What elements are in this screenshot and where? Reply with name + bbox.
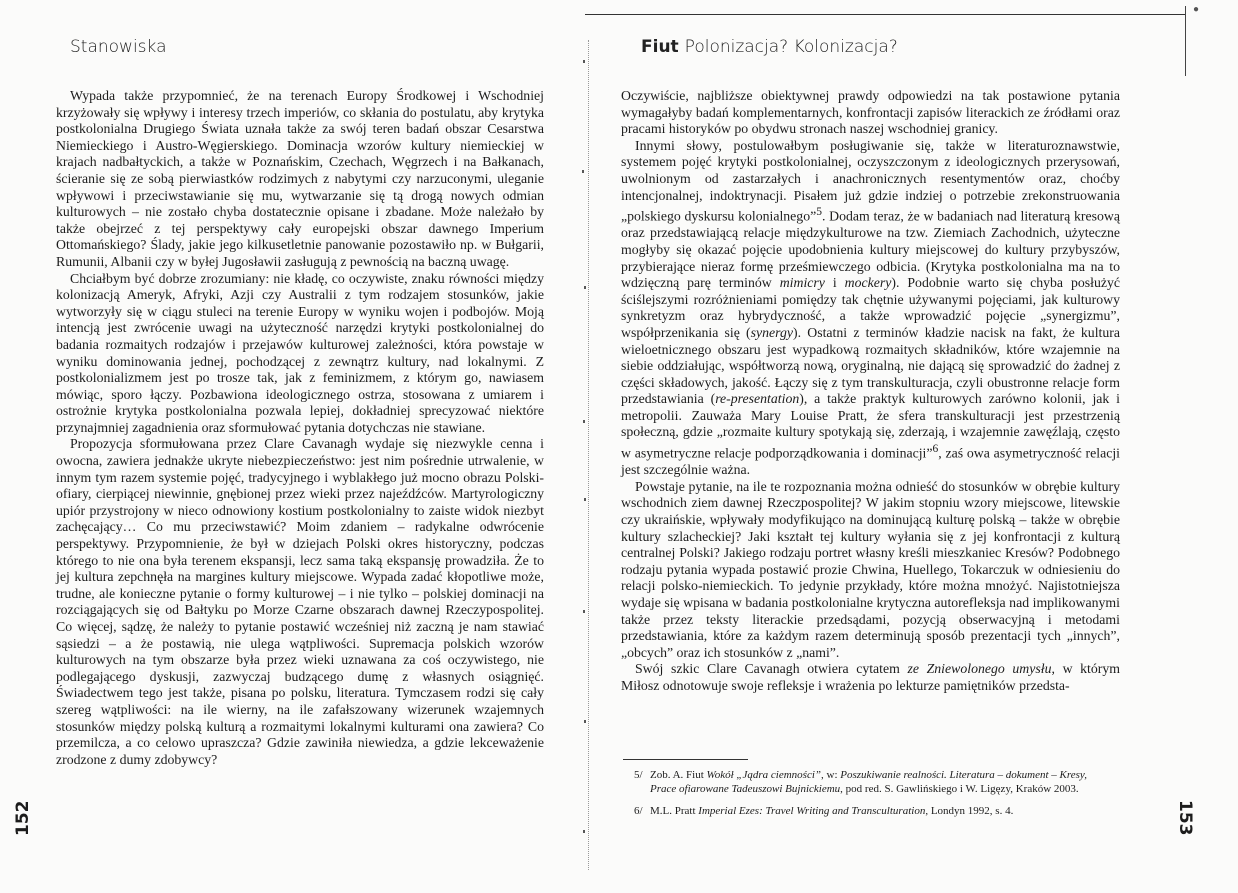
running-head-title: Polonizacja? Kolonizacja? — [684, 37, 898, 57]
running-head-author: Fiut — [641, 37, 679, 57]
running-head-right — [641, 37, 898, 57]
page-number-left: 152 — [13, 800, 33, 836]
paragraph: Powstaje pytanie, na ile te rozpoznania można odnieść do stosunków w obrębie kultury wschodnich ziem dawnej Rzeczpospolitej? W jakim stopniu wzory miejscowe, litewskie czy ukraińskie, wpływały modyfikująco na dominującą kulturę polską – także w obrębie kultury szlacheckiej? Jaki kształt tej kultury wyłania się z jej konfrontacji z kulturą centralnej Polski? Jakiego rodzaju portret własny kreśli mieszkaniec Kresów? Podobnego rodzaju pytania wypada postawić prozie Chwina, Huellego, Tokarczuk w odniesieniu do relacji polsko-niemieckich. To jedynie przykłady, które można mnożyć. Najistotniejsza wydaje się wpisana w badania postkolonialne krytyczna autorefleksja nad implikowanymi także przez teksty literackie przedsądami, pozycją obserwacyjną i metodami przedstawiania, które za każdym razem determinują sposób prezentacji tych „innych”, „obcych” oraz ich stosunków z „nami”. — [621, 478, 1120, 660]
scan-speck — [583, 420, 585, 423]
scan-speck — [583, 610, 585, 613]
text-run: M.L. Pratt — [650, 805, 699, 817]
text-run: , w: — [821, 769, 841, 781]
text-run: ), a także praktyk kulturowych zarówno kolonii, jak i metropolii. Zauważa Mary Louise Pratt, że sfera transkulturacji jest przestrzenią społeczną, gdzie „rozmaite kultury spotykają się, zderzają, i wzajemnie zawęźlają, często w asymetryczne relacje podporządkowania i dominacji” — [621, 391, 1120, 461]
paragraph: Chciałbym być dobrze zrozumiany: nie kładę, co oczywiste, znaku równości między kolonizacją Ameryk, Afryki, Azji czy Australii z tym rodzajem stosunków, jakie wytworzyły się w ciągu stuleci na terenie Europy w wyniku wojen i podbojów. Moją intencją jest zwrócenie uwagi na użyteczność narzędzi krytyki postkolonialnej do badania rozmaitych rodzajów i przejawów kulturowej zależności, która powstaje w wyniku dominowania jednej, pochodzącej z zewnątrz kultury, nad lokalnymi. Z postkolonializmem jest po trosze tak, jak z feminizmem, z którym go, nawiasem mówiąc, sporo łączy. Pozbawiona ideologicznego ostrza, stosowana z umiarem i ostrożnie krytyka postkolonialna pozwala lepiej, dokładniej sprecyzować niektóre przynajmniej zagadnienia oraz sformułować pytania dotychczas nie stawiane. — [56, 270, 544, 435]
scan-speck — [584, 498, 586, 501]
italic-term: mockery — [844, 275, 892, 291]
italic-term: mimicry — [779, 275, 825, 291]
page-number-right: 153 — [1175, 800, 1195, 836]
text-run: , Londyn 1992, s. 4. — [925, 805, 1014, 817]
footnote — [634, 804, 1114, 818]
scan-speck — [583, 60, 585, 63]
footnote-marker: 6/ — [634, 805, 643, 817]
italic-title: Wokół „Jądra ciemności” — [706, 769, 822, 781]
text-run: i — [824, 275, 845, 291]
italic-term: synergy — [750, 324, 794, 340]
text-run: Innymi słowy, postulowałbym posługiwanie się, także w literaturoznawstwie, systemem pojęć krytyki postkolonialnej, oczyszczonym z ideologicznych przerysowań, uwolnionym od zastarzałych i anachronicznych resentymentów oraz, choćby intencjonalnej, indoktrynacji. Pisałem już gdzie indziej o potrzebie zrekonstruowania „polskiego dyskursu kolonialnego” — [621, 137, 1120, 224]
running-head-left: Stanowiska — [70, 37, 167, 57]
footnotes — [634, 768, 1114, 826]
text-run: ). Ostatni z terminów kładzie nacisk na fakt, że kultura wieloetnicznego obszaru jest wypadkową rozmaitych składników, które wzajemnie na siebie oddziałując, współtworzą nową, oryginalną, nie dającą się sprowadzić do żadnej z części składowych, jakość. Łączy się z tym transkulturacja, czyli obustronne relacje form przedstawiania ( — [621, 324, 1120, 407]
footnote-rule — [623, 759, 748, 760]
footnote-marker: 5/ — [634, 769, 643, 781]
paragraph — [621, 138, 1120, 479]
text-run: . Dodam teraz, że w badaniach nad literaturą kresową oraz przedstawiającą relacje międzykulturowe na tzw. Ziemiach Zachodnich, użyteczne mogłyby się okazać pojęcie upodobnienia kultury miejscowej do kultury przybyszów, przybierające nieraz formę prześmiewczego odbicia. (Krytyka postkolonialna ma na to wdzięczną parę terminów — [621, 208, 1120, 291]
paragraph: Oczywiście, najbliższe obiektywnej prawdy odpowiedzi na tak postawione pytania wymagałyby badań komplementarnych, konfrontacji zapisów literackich ze źródłami oraz pracami historyków po obydwu stronach naszej wschodniej granicy. — [621, 88, 1120, 137]
italic-term: re-presentation — [715, 391, 800, 407]
paragraph — [621, 661, 1120, 694]
italic-title: ze Zniewolonego umysłu — [907, 661, 1052, 677]
text-run: Swój szkic Clare Cavanagh otwiera cytatem — [635, 661, 908, 677]
text-run: , pod red. S. Gawlińskiego i W. Ligęzy, Kraków 2003. — [840, 783, 1079, 795]
footnote-text — [650, 805, 1013, 817]
paragraph: Propozycja sformułowana przez Clare Cavanagh wydaje się niezwykle cenna i owocna, zawiera jednakże ukryte niebezpieczeństwo: jest nim pośrednie utrwalenie, w innym tym razem systemie pojęć, tradycyjnego i wyblakłego już mocno obrazu Polski-ofiary, cierpiącej niewinnie, gnębionej przez wieki przez najeźdźców. Martyrologiczny upiór przystrojony w nieco odnowiony kostium postkolonialny to zaiste widok niezbyt zachęcający… Co mu przeciwstawić? Moim zdaniem – radykalne odwrócenie perspektywy. Przypomnienie, że był w dziejach Polski okres historyczny, podczas którego to nie ona była terenem ekspansji, lecz sama taką ekspansję prowadziła. Że to jej kultura zepchnęła na margines kultury miejscowe. Wypada zadać kłopotliwe może, trudne, ale konieczne pytanie o formy kulturowej – i nie tylko – polskiej dominacji na rozciągających się od Bałtyku po Morze Czarne obszarach dawnej Rzeczypospolitej. Co więcej, sądzę, że należy to pytanie postawić wcześniej niż zaczną je nam stawiać sąsiedzi – a że postawią, nie ulega wątpliwości. Supremacja polskich wzorów kulturowych na tym obszarze była przez wieki uznawana za coś oczywistego, nie podlegającego dyskusji, zazwyczaj budzącego dumę z własnych osiągnięć. Świadectwem tego jest także, pisana po polsku, literatura. Tymczasem rodzi się cały szereg wątpliwości: na ile wierny, na ile zafałszowany wizerunek wzajemnych stosunków między polską kulturą a rozmaitymi lokalnymi kulturami ona zawiera? Co przemilcza, a co celowo upraszcza? Gdzie zawiniła niewiedza, a gdzie lekceważenie zrodzone z dumy zdobywcy? — [56, 436, 544, 767]
footnote-ref: 5 — [816, 206, 822, 219]
right-page — [590, 0, 1238, 893]
scan-speck — [584, 720, 586, 723]
scan-speck — [582, 170, 584, 173]
text-run: Zob. A. Fiut — [650, 769, 707, 781]
text-run: ). Podobnie warto się chyba posłużyć ściślejszymi rozróżnieniami pomiędzy tak chętnie używanymi pojęciami, jak kulturowy synkretyzm oraz hybrydyczność, a także wprowadzić pojęcie „synergizmu”, współprzenikania się ( — [621, 275, 1121, 340]
scan-speck — [584, 286, 586, 289]
right-body-text — [621, 88, 1120, 695]
corner-mark: ● — [1193, 4, 1200, 15]
footnote — [634, 768, 1114, 796]
paragraph: Wypada także przypomnieć, że na terenach Europy Środkowej i Wschodniej krzyżowały się wpływy i interesy trzech imperiów, co skłania do postulatu, aby krytyka postkolonialna Drugiego Świata uznała także za swój teren badań obszar Cesarstwa Niemieckiego i Austro-Węgierskiego. Dominacja wzorów kultury niemieckiej w krajach nadbałtyckich, a także w Poznańskim, Czechach, Węgrzech i na Bałkanach, ścieranie się ze sobą pierwiastków rodzimych z nabytymi czy narzuconymi, uleganie wpływowi i przeciwstawianie się mu, wytwarzanie się tą drogą nowych odmian kulturowych – nie zostało chyba dostatecznie opisane i zbadane. Może należało by także obejrzeć z tej perspektywy cały europejski obszar dawnego Imperium Ottomańskiego? Ślady, jakie jego kilkusetletnie panowanie pozostawiło np. w Bułgarii, Rumunii, Albanii czy w byłej Jugosławii zasługują z pewnością na baczną uwagę. — [56, 88, 544, 269]
left-body-text — [56, 88, 544, 768]
footnote-ref: 6 — [932, 443, 939, 456]
left-page — [0, 0, 590, 893]
footnote-text — [650, 769, 1087, 795]
text-run: , w którym Miłosz odnotowuje swoje refleksje i wrażenia po lekturze pamiętników przedsta- — [621, 661, 1120, 693]
italic-title: Poszukiwanie realności. Literatura – dokument – Kresy, Prace ofiarowane Tadeuszowi Bujnickiemu — [650, 769, 1087, 795]
text-run: , zaś owa asymetryczność relacji jest szczególnie ważna. — [621, 445, 1120, 478]
italic-title: Imperial Ezes: Travel Writing and Transculturation — [698, 805, 926, 817]
scan-speck — [583, 830, 585, 833]
